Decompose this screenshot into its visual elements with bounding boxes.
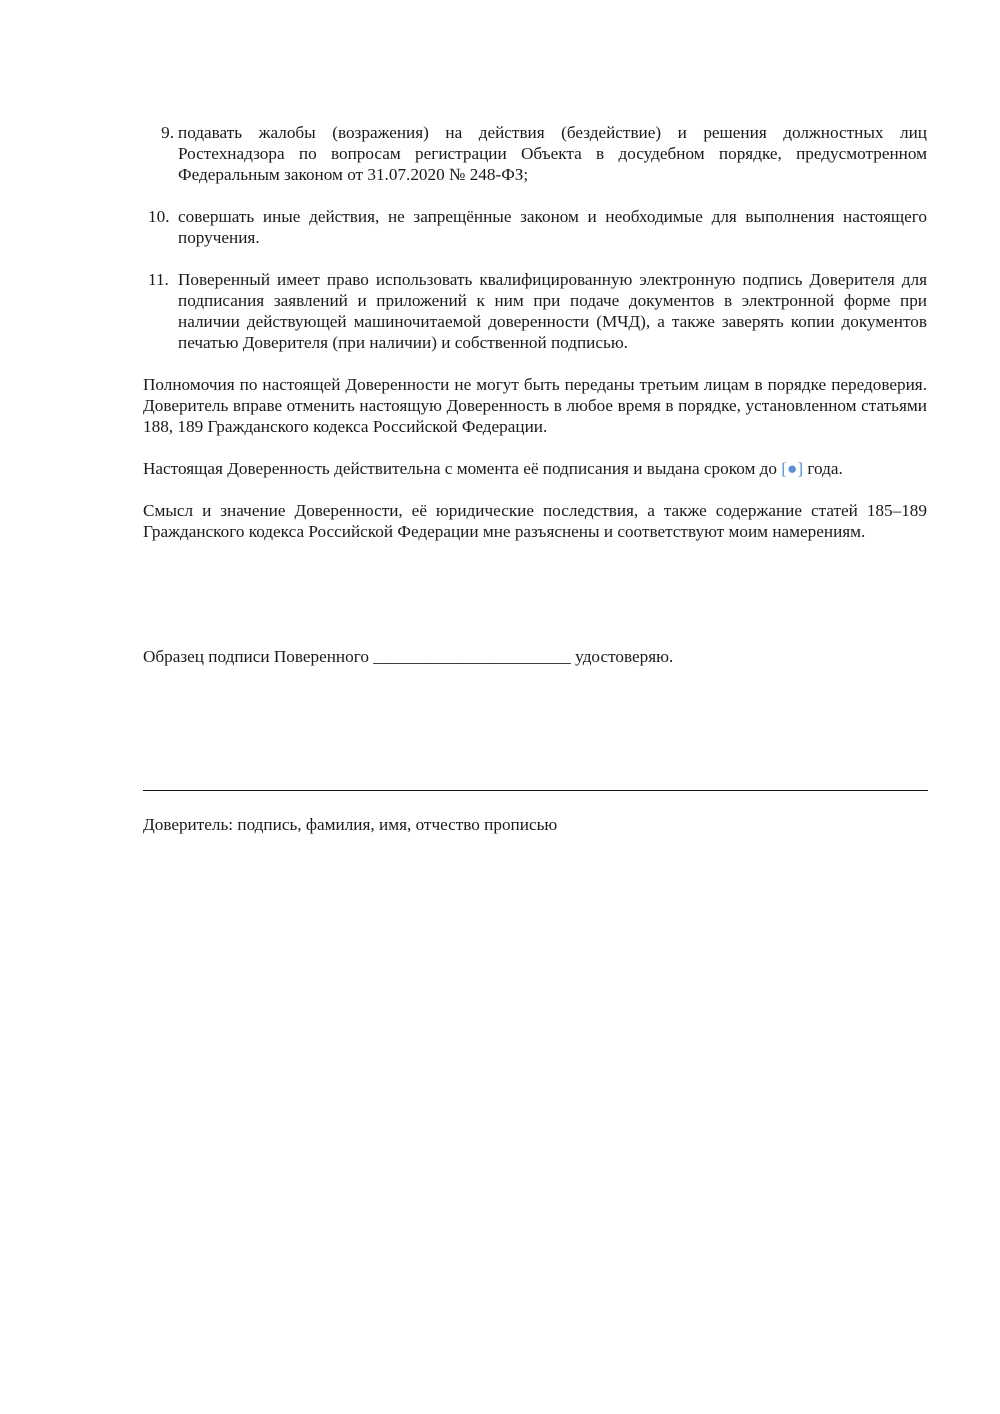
validity-paragraph xyxy=(143,458,927,479)
signature-sample-line: Образец подписи Поверенного _______________________ удостоверяю. xyxy=(143,647,674,666)
list-item-number: 11. xyxy=(148,270,169,289)
list-item-text: Поверенный имеет право использовать квалифицированную электронную подпись Доверителя для подписания заявлений и приложений к ним при подаче документов в электронной форме при наличии действующей машиночитаемой доверенности (МЧД), а также заверять копии документов печатью Доверителя (при наличии) и собственной подписью. xyxy=(178,270,927,352)
no-redelegation-paragraph: Полномочия по настоящей Доверенности не могут быть переданы третьим лицам в порядке передоверия. Доверитель вправе отменить настоящую Доверенность в любое время в порядке, установленном статьями 188, 189 Гражданского кодекса Российской Федерации. xyxy=(143,375,927,436)
signature-caption: Доверитель: подпись, фамилия, имя, отчество прописью xyxy=(143,815,558,834)
list-item-text: подавать жалобы (возражения) на действия (бездействие) и решения должностных лиц Ростехнадзора по вопросам регистрации Объекта в досудебном порядке, предусмотренном Федеральным законом от 31.07.2020 № 248-ФЗ; xyxy=(178,123,927,184)
list-item xyxy=(143,122,927,185)
understanding-paragraph: Смысл и значение Доверенности, её юридические последствия, а также содержание статей 185–189 Гражданского кодекса Российской Федерации мне разъяснены и соответствуют моим намерениям. xyxy=(143,501,927,541)
list-item-text: совершать иные действия, не запрещённые законом и необходимые для выполнения настоящего поручения. xyxy=(178,207,927,247)
date-placeholder: [●] xyxy=(781,459,804,478)
document-body xyxy=(143,122,927,563)
powers-list xyxy=(143,122,927,353)
list-item-number: 10. xyxy=(148,207,170,226)
validity-suffix: года. xyxy=(803,459,843,478)
list-item xyxy=(143,269,927,353)
list-item-number: 9. xyxy=(161,123,174,142)
validity-text: Настоящая Доверенность действительна с момента её подписания и выдана сроком до xyxy=(143,459,782,478)
list-item xyxy=(143,206,927,248)
signature-line xyxy=(143,790,928,791)
